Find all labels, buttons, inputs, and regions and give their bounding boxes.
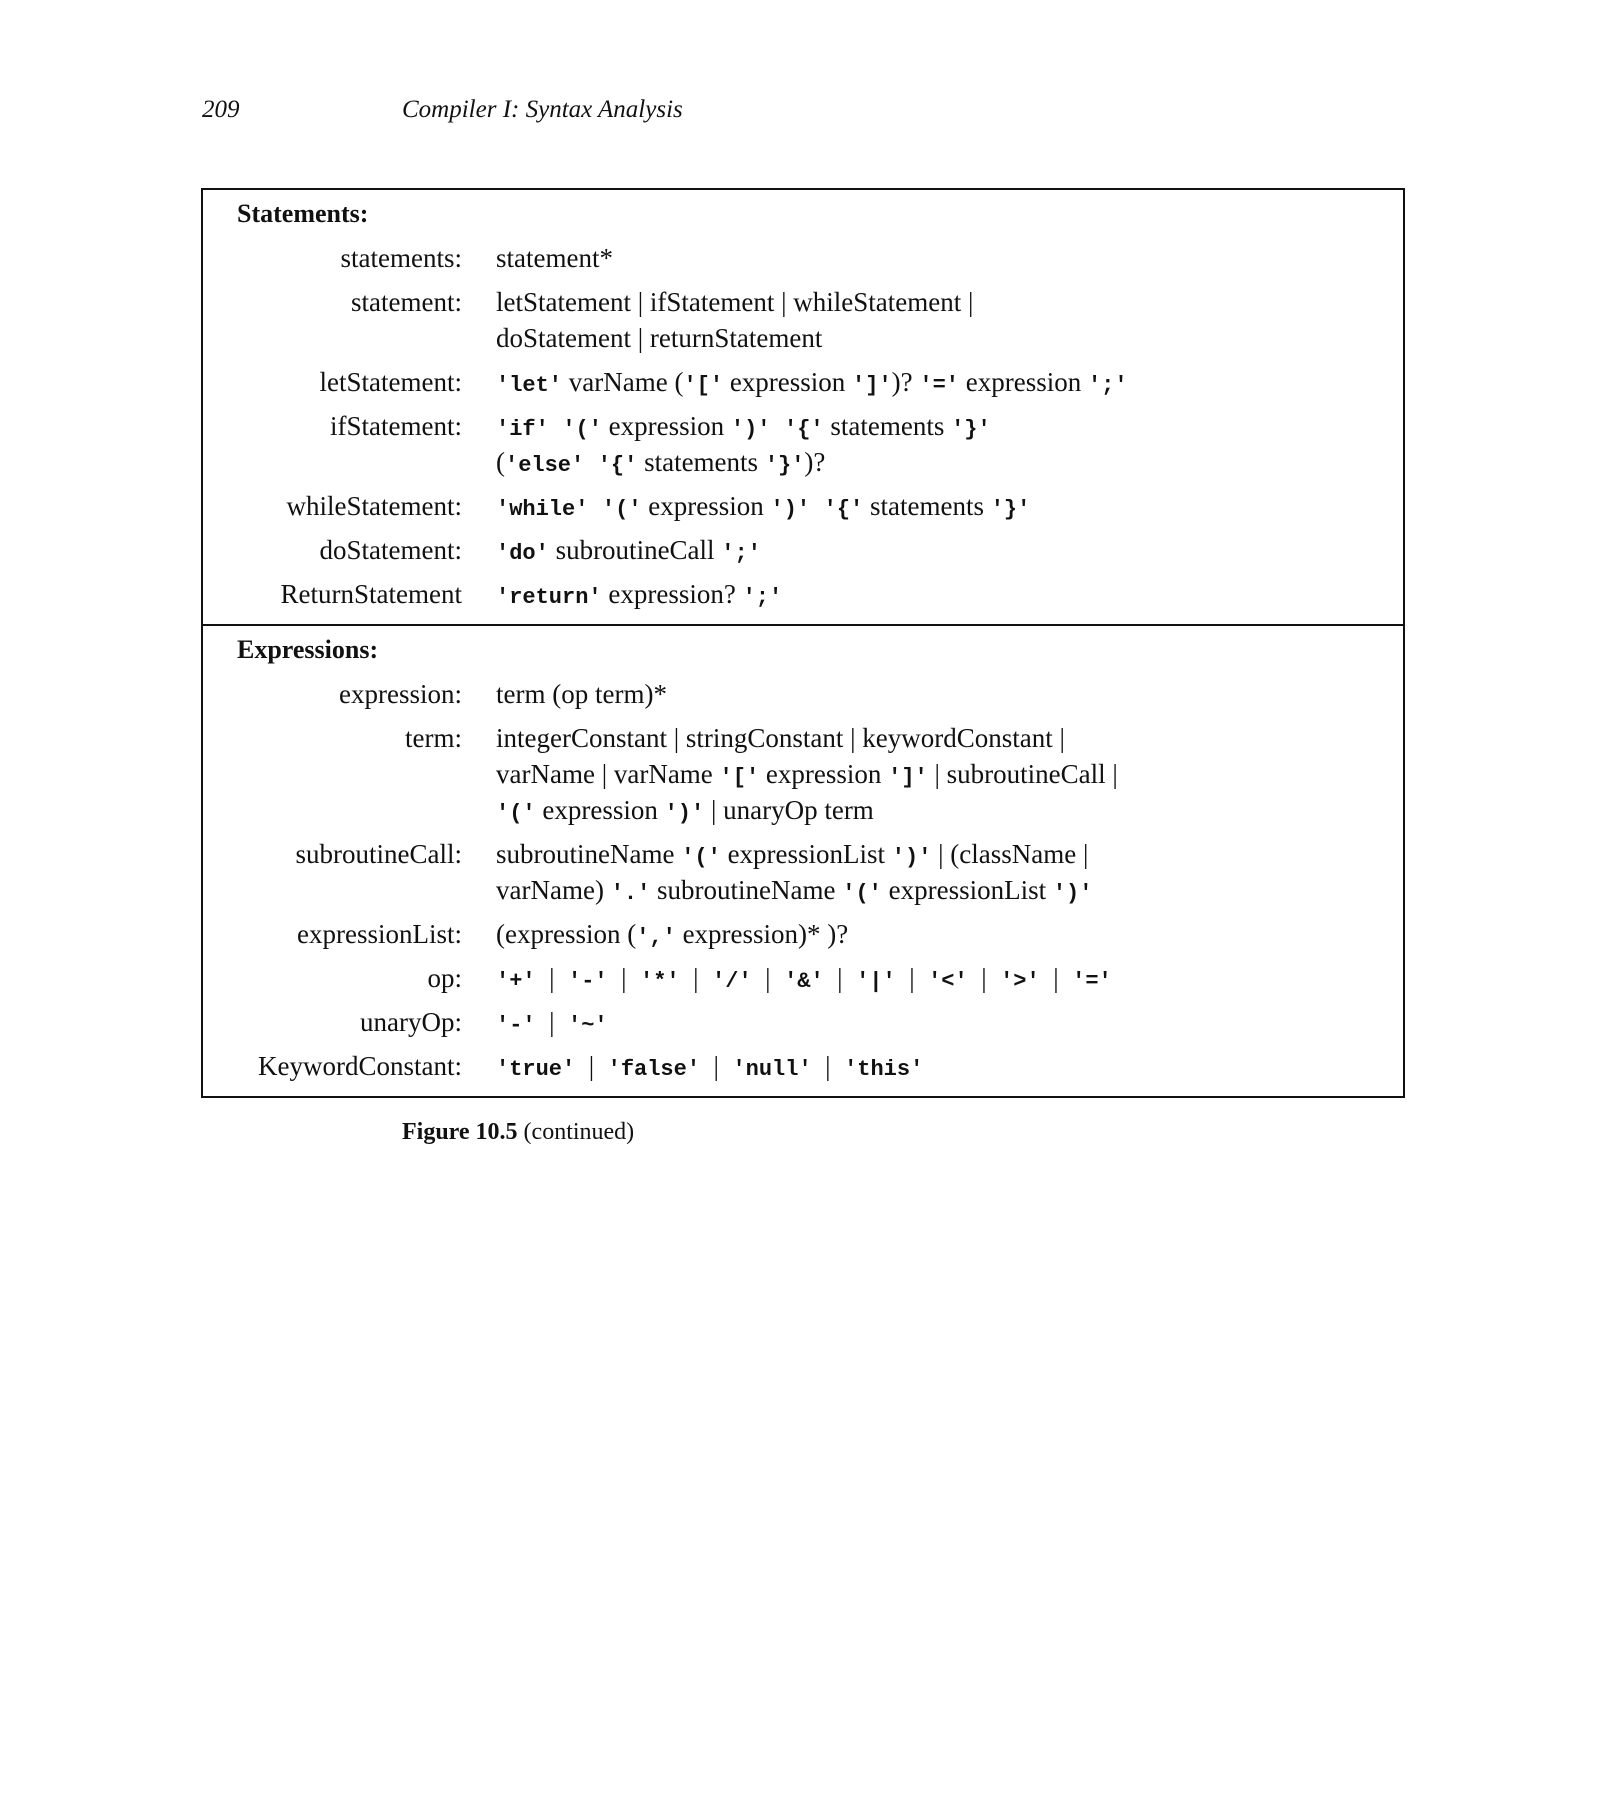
grammar-rule	[203, 364, 1403, 400]
rule-definition	[496, 1004, 608, 1040]
definition-text: subroutineCall	[548, 535, 722, 565]
terminal-token: ')'	[770, 497, 811, 522]
page-number: 209	[202, 96, 240, 123]
definition-line	[496, 960, 1112, 996]
terminal-token: ')'	[1052, 881, 1093, 906]
rule-definition	[496, 576, 782, 612]
terminal-token: '{'	[823, 497, 864, 522]
terminal-token: 'if'	[496, 417, 549, 442]
rule-definition	[496, 532, 761, 568]
rule-definition	[496, 916, 848, 952]
terminal-token: 'false'	[607, 1057, 701, 1082]
definition-text: |	[811, 1051, 845, 1081]
rule-definition	[496, 284, 973, 356]
terminal-token: ';'	[742, 585, 783, 610]
terminal-token: '~'	[568, 1013, 608, 1038]
definition-text: (	[496, 447, 505, 477]
terminal-token: ')'	[891, 845, 932, 870]
rule-definition	[496, 408, 991, 480]
terminal-token: ','	[636, 925, 676, 950]
terminal-token: 'true'	[496, 1057, 576, 1082]
grammar-rule	[203, 488, 1403, 524]
definition-text: varName)	[496, 875, 611, 905]
figure-caption	[402, 1119, 634, 1146]
terminal-token: '('	[562, 417, 602, 442]
terminal-token: '['	[683, 373, 724, 398]
terminal-token: '['	[719, 765, 760, 790]
definition-line	[496, 408, 991, 444]
definition-line	[496, 240, 613, 276]
rule-name: expression:	[339, 679, 462, 709]
definition-text: |	[535, 1007, 569, 1037]
figure-note: (continued)	[517, 1119, 635, 1145]
terminal-token: '>'	[1000, 969, 1040, 994]
rule-name: term:	[405, 723, 462, 753]
definition-text: )?	[891, 367, 920, 397]
rule-definition	[496, 836, 1092, 908]
grammar-rule	[203, 836, 1403, 908]
terminal-token: '-'	[496, 1013, 536, 1038]
rule-name: unaryOp:	[360, 1007, 462, 1037]
terminal-token: '*'	[640, 969, 680, 994]
definition-text: expression)* )?	[675, 919, 849, 949]
grammar-table	[201, 188, 1405, 1098]
definition-text: |	[1039, 963, 1073, 993]
rule-name: subroutineCall:	[295, 839, 462, 869]
definition-text: expressionList	[881, 875, 1053, 905]
definition-line	[496, 756, 1118, 792]
rule-name: expressionList:	[297, 919, 462, 949]
definition-text: statements	[823, 411, 952, 441]
definition-text: expressionList	[720, 839, 892, 869]
terminal-token: '='	[1072, 969, 1112, 994]
terminal-token: 'do'	[496, 541, 549, 566]
rule-definition	[496, 720, 1118, 828]
definition-line	[496, 872, 1092, 908]
definition-text: |	[575, 1051, 608, 1081]
definition-text: subroutineName	[496, 839, 682, 869]
definition-text	[588, 491, 602, 521]
definition-text: varName | varName	[496, 759, 720, 789]
rule-definition	[496, 960, 1112, 996]
grammar-rule	[203, 284, 1403, 356]
definition-line	[496, 916, 848, 952]
definition-text: statement*	[496, 243, 613, 273]
definition-line	[496, 488, 1030, 524]
grammar-section	[203, 190, 1403, 624]
grammar-rule	[203, 240, 1403, 276]
terminal-token: ';'	[1087, 373, 1128, 398]
definition-text: (expression (	[496, 919, 637, 949]
terminal-token: '('	[842, 881, 882, 906]
terminal-token: '}'	[764, 453, 805, 478]
definition-text: expression	[641, 491, 771, 521]
rule-definition	[496, 1048, 923, 1084]
definition-line	[496, 576, 782, 612]
grammar-rule	[203, 408, 1403, 480]
rule-name: ifStatement:	[330, 411, 462, 441]
definition-text: |	[967, 963, 1001, 993]
section-heading: Expressions:	[237, 635, 379, 664]
definition-text: | (className |	[931, 839, 1089, 869]
chapter-title: Compiler I: Syntax Analysis	[402, 96, 683, 123]
definition-text: | unaryOp term	[704, 795, 874, 825]
rule-name: statement:	[351, 287, 462, 317]
definition-text	[771, 411, 785, 441]
terminal-token: '&'	[784, 969, 824, 994]
definition-text	[810, 491, 824, 521]
definition-line	[496, 320, 973, 356]
rule-definition	[496, 240, 613, 276]
definition-text: doStatement | returnStatement	[496, 323, 823, 353]
definition-text: |	[823, 963, 857, 993]
grammar-rule	[203, 1048, 1403, 1084]
definition-text: varName (	[562, 367, 684, 397]
grammar-rule	[203, 960, 1403, 996]
definition-text: | subroutineCall |	[927, 759, 1118, 789]
terminal-token: '|'	[856, 969, 896, 994]
grammar-section	[203, 624, 1403, 1096]
definition-text: |	[679, 963, 713, 993]
definition-text: letStatement | ifStatement | whileStatement |	[496, 287, 974, 317]
grammar-rule	[203, 720, 1403, 828]
definition-text	[549, 411, 563, 441]
terminal-token: ';'	[721, 541, 761, 566]
definition-line	[496, 1004, 608, 1040]
terminal-token: '}'	[951, 417, 991, 442]
grammar-rule	[203, 532, 1403, 568]
rule-definition	[496, 364, 1128, 400]
definition-line	[496, 532, 761, 568]
definition-text: expression	[759, 759, 889, 789]
rule-name: ReturnStatement	[280, 579, 462, 609]
definition-text: expression	[723, 367, 853, 397]
terminal-token: '}'	[990, 497, 1031, 522]
terminal-token: 'while'	[496, 497, 589, 522]
terminal-token: 'else'	[505, 453, 585, 478]
definition-text: )?	[804, 447, 826, 477]
terminal-token: '-'	[568, 969, 608, 994]
rule-definition	[496, 676, 667, 712]
terminal-token: 'return'	[496, 585, 602, 610]
terminal-token: 'let'	[496, 373, 563, 398]
definition-line	[496, 1048, 923, 1084]
terminal-token: '{'	[784, 417, 824, 442]
grammar-rule	[203, 916, 1403, 952]
figure-number: Figure 10.5	[402, 1119, 518, 1145]
terminal-token: '.'	[610, 881, 651, 906]
rule-name: statements:	[340, 243, 462, 273]
terminal-token: 'this'	[844, 1057, 924, 1082]
terminal-token: ')'	[664, 801, 705, 826]
definition-line	[496, 720, 1118, 756]
definition-text: statements	[637, 447, 765, 477]
terminal-token: ']'	[852, 373, 892, 398]
terminal-token: ']'	[888, 765, 928, 790]
definition-text: integerConstant | stringConstant | keywordConstant |	[496, 723, 1065, 753]
terminal-token: '+'	[496, 969, 536, 994]
definition-text: expression	[535, 795, 665, 825]
definition-line	[496, 444, 991, 480]
rule-name: KeywordConstant:	[258, 1051, 462, 1081]
terminal-token: '<'	[928, 969, 968, 994]
definition-text: expression?	[601, 579, 743, 609]
terminal-token: '='	[919, 373, 959, 398]
definition-text: |	[895, 963, 929, 993]
terminal-token: ')'	[730, 417, 771, 442]
definition-text: |	[700, 1051, 733, 1081]
definition-text: expression	[959, 367, 1088, 397]
definition-line	[496, 364, 1128, 400]
definition-text: term (op term)*	[496, 679, 667, 709]
rule-name: letStatement:	[319, 367, 462, 397]
definition-text: statements	[863, 491, 991, 521]
definition-line	[496, 284, 973, 320]
rule-name: op:	[427, 963, 462, 993]
definition-line	[496, 676, 667, 712]
definition-text: subroutineName	[650, 875, 843, 905]
terminal-token: '('	[601, 497, 642, 522]
grammar-rule	[203, 1004, 1403, 1040]
terminal-token: '('	[496, 801, 536, 826]
rule-name: doStatement:	[319, 535, 462, 565]
definition-text: |	[535, 963, 569, 993]
terminal-token: '/'	[712, 969, 752, 994]
terminal-token: '('	[681, 845, 721, 870]
definition-line	[496, 836, 1092, 872]
terminal-token: '{'	[597, 453, 638, 478]
terminal-token: 'null'	[732, 1057, 812, 1082]
section-heading: Statements:	[237, 199, 369, 228]
rule-definition	[496, 488, 1030, 524]
grammar-rule	[203, 576, 1403, 612]
definition-line	[496, 792, 1118, 828]
rule-name: whileStatement:	[286, 491, 462, 521]
grammar-rule	[203, 676, 1403, 712]
definition-text: expression	[601, 411, 731, 441]
definition-text: |	[607, 963, 641, 993]
definition-text: |	[751, 963, 785, 993]
definition-text	[584, 447, 598, 477]
